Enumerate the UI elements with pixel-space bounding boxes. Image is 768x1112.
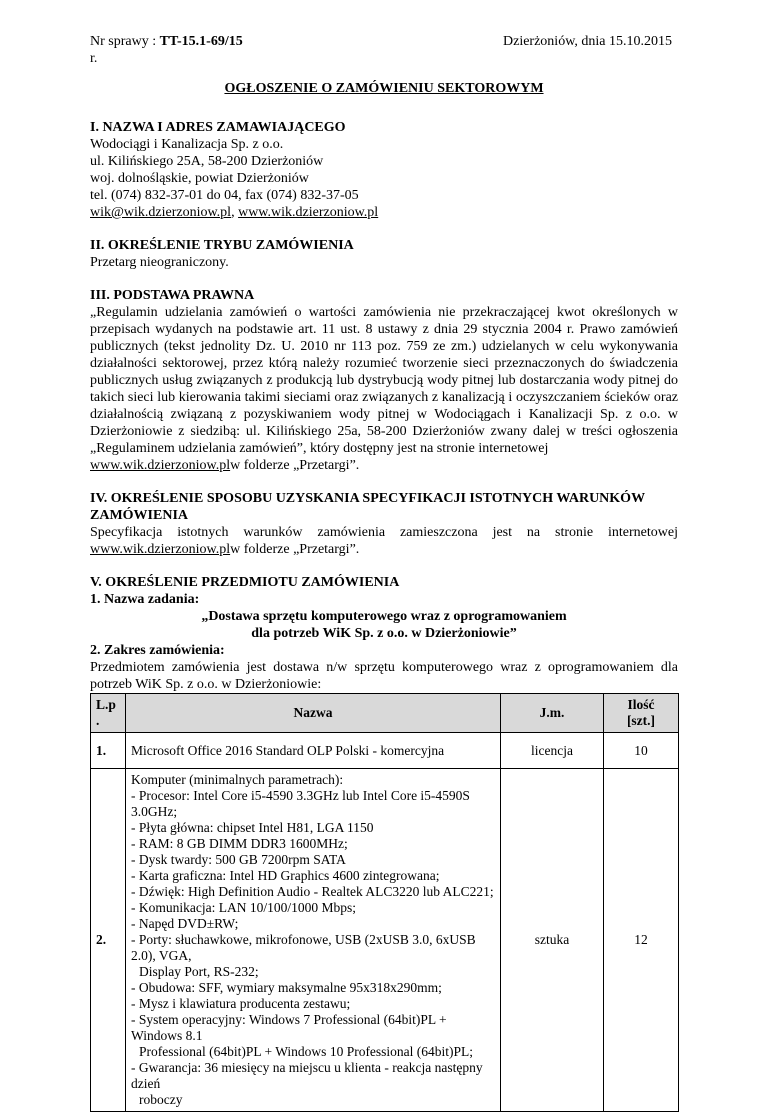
spec-line: - Dźwięk: High Definition Audio - Realtek ALC3220 lub ALC221; (131, 884, 494, 899)
scope-text: Przedmiotem zamówienia jest dostawa n/w sprzętu komputerowego wraz z oprogramowaniem dla potrzeb WiK Sp. z o.o. w Dzierżoniowie: (90, 660, 678, 692)
spec-line: - Porty: słuchawkowe, mikrofonowe, USB (2xUSB 3.0, 6xUSB 2.0), VGA, (131, 932, 476, 963)
row-spec (126, 769, 501, 1112)
row-jm: licencja (501, 733, 604, 769)
website-link[interactable]: www.wik.dzierzoniow.pl (90, 458, 231, 473)
row-qty: 10 (604, 733, 679, 769)
scope-label: 2. Zakres zamówienia: (90, 643, 225, 658)
task-name-line: dla potrzeb WiK Sp. z o.o. w Dzierżoniowie” (251, 626, 517, 641)
website-link[interactable]: www.wik.dzierzoniow.pl (238, 205, 379, 220)
address-line: woj. dolnośląskie, powiat Dzierżoniów (90, 171, 309, 186)
header-qty: Ilość [szt.] (604, 694, 679, 733)
section-2-heading: II. OKREŚLENIE TRYBU ZAMÓWIENIA (90, 238, 354, 253)
spec-line: roboczy (139, 1092, 183, 1107)
address-line: ul. Kilińskiego 25A, 58-200 Dzierżoniów (90, 154, 324, 169)
task-name-line: „Dostawa sprzętu komputerowego wraz z oprogramowaniem (201, 609, 567, 624)
spec-line: Komputer (minimalnych parametrach): (131, 772, 344, 787)
spec-link-line: www.wik.dzierzoniow.plw folderze „Przetargi”. (90, 542, 360, 557)
row-qty: 12 (604, 769, 679, 1112)
header-jm: J.m. (501, 694, 604, 733)
spec-line: - Komunikacja: LAN 10/100/1000 Mbps; (131, 900, 356, 915)
section-1-heading: I. NAZWA I ADRES ZAMAWIAJĄCEGO (90, 120, 346, 135)
row-lp: 1. (91, 733, 126, 769)
website-link[interactable]: www.wik.dzierzoniow.pl (90, 542, 231, 557)
case-suffix: r. (90, 51, 98, 66)
email-link[interactable]: wik@wik.dzierzoniow.pl (90, 205, 232, 220)
spec-line: - Procesor: Intel Core i5-4590 3.3GHz lub Intel Core i5-4590S 3.0GHz; (131, 788, 470, 819)
case-label: Nr sprawy : (90, 34, 160, 49)
spec-line: - Gwarancja: 36 miesięcy na miejscu u klienta - reakcja następny dzień (131, 1060, 483, 1091)
spec-line: - Obudowa: SFF, wymiary maksymalne 95x318x290mm; (131, 980, 442, 995)
section-5-heading: V. OKREŚLENIE PRZEDMIOTU ZAMÓWIENIA (90, 575, 400, 590)
task-label: 1. Nazwa zadania: (90, 592, 200, 607)
spec-text: Specyfikacja istotnych warunków zamówienia zamieszczona jest na stronie internetowej (90, 525, 678, 540)
document-body (90, 80, 678, 1112)
legal-basis-link-line: www.wik.dzierzoniow.plw folderze „Przetargi”. (90, 458, 360, 473)
document-title: OGŁOSZENIE O ZAMÓWIENIU SEKTOROWYM (224, 81, 544, 96)
address-line: tel. (074) 832-37-01 do 04, fax (074) 832-37-05 (90, 188, 359, 203)
spec-line: - RAM: 8 GB DIMM DDR3 1600MHz; (131, 836, 348, 851)
row-jm: sztuka (501, 769, 604, 1112)
place-date: Dzierżoniów, dnia 15.10.2015 (503, 34, 672, 49)
spec-line: - Napęd DVD±RW; (131, 916, 239, 931)
table-header-row (91, 694, 679, 733)
spec-line: Display Port, RS-232; (139, 964, 259, 979)
spec-line: Professional (64bit)PL + Windows 10 Professional (64bit)PL; (139, 1044, 474, 1059)
legal-basis-text: „Regulamin udzielania zamówień o wartości zamówienia nie przekraczającej kwot określonych w przepisach wydanych na podstawie art. 11 ust. 8 ustawy z dnia 29 stycznia 2004 r. Prawo zamówień publicznych (tekst jednolity Dz. U. 2010 nr 113 poz. 759 ze zm.) udzielanych w celu wykonywania działalności sektorowej, przez którą należy rozumieć tworzenie sieci przeznaczonych do świadczenia publicznych usług związanych z produkcją lub dystrybucją wody pitnej lub dostarczania wody pitnej do takich sieci lub kierowania takimi sieciami oraz związanych z kanalizacją i oczyszczaniem ścieków oraz działalnością związaną z pozyskiwaniem wody pitnej w Wodociągach i Kanalizacji Sp. z o.o. w Dzierżoniowie z siedzibą: ul. Kilińskiego 25a, 58-200 Dzierżoniów zwany dalej w treści ogłoszenia „Regulaminem udzielania zamówień”, który dostępny jest na stronie internetowej (90, 305, 678, 456)
spec-line: - Karta graficzna: Intel HD Graphics 4600 zintegrowana; (131, 868, 440, 883)
row-lp: 2. (91, 769, 126, 1112)
header-name: Nazwa (126, 694, 501, 733)
spec-line: - Mysz i klawiatura producenta zestawu; (131, 996, 351, 1011)
section-4-heading: IV. OKREŚLENIE SPOSOBU UZYSKANIA SPECYFIKACJI ISTOTNYCH WARUNKÓW ZAMÓWIENIA (90, 491, 645, 523)
row-name: Microsoft Office 2016 Standard OLP Polski - komercyjna (126, 733, 501, 769)
section-3-heading: III. PODSTAWA PRAWNA (90, 288, 255, 303)
contact-links (90, 204, 678, 221)
header-lp: L.p . (91, 694, 126, 733)
table-row (91, 769, 679, 1112)
case-number: TT-15.1-69/15 (159, 34, 243, 49)
link-separator: , (231, 205, 239, 220)
spec-line: - Płyta główna: chipset Intel H81, LGA 1150 (131, 820, 374, 835)
procedure-text: Przetarg nieograniczony. (90, 255, 229, 270)
items-table (90, 693, 679, 1112)
spec-line: - Dysk twardy: 500 GB 7200rpm SATA (131, 852, 346, 867)
spec-line: - System operacyjny: Windows 7 Professional (64bit)PL + Windows 8.1 (131, 1012, 447, 1043)
address-line: Wodociągi i Kanalizacja Sp. z o.o. (90, 137, 284, 152)
table-row (91, 733, 679, 769)
case-number-block (90, 33, 290, 67)
